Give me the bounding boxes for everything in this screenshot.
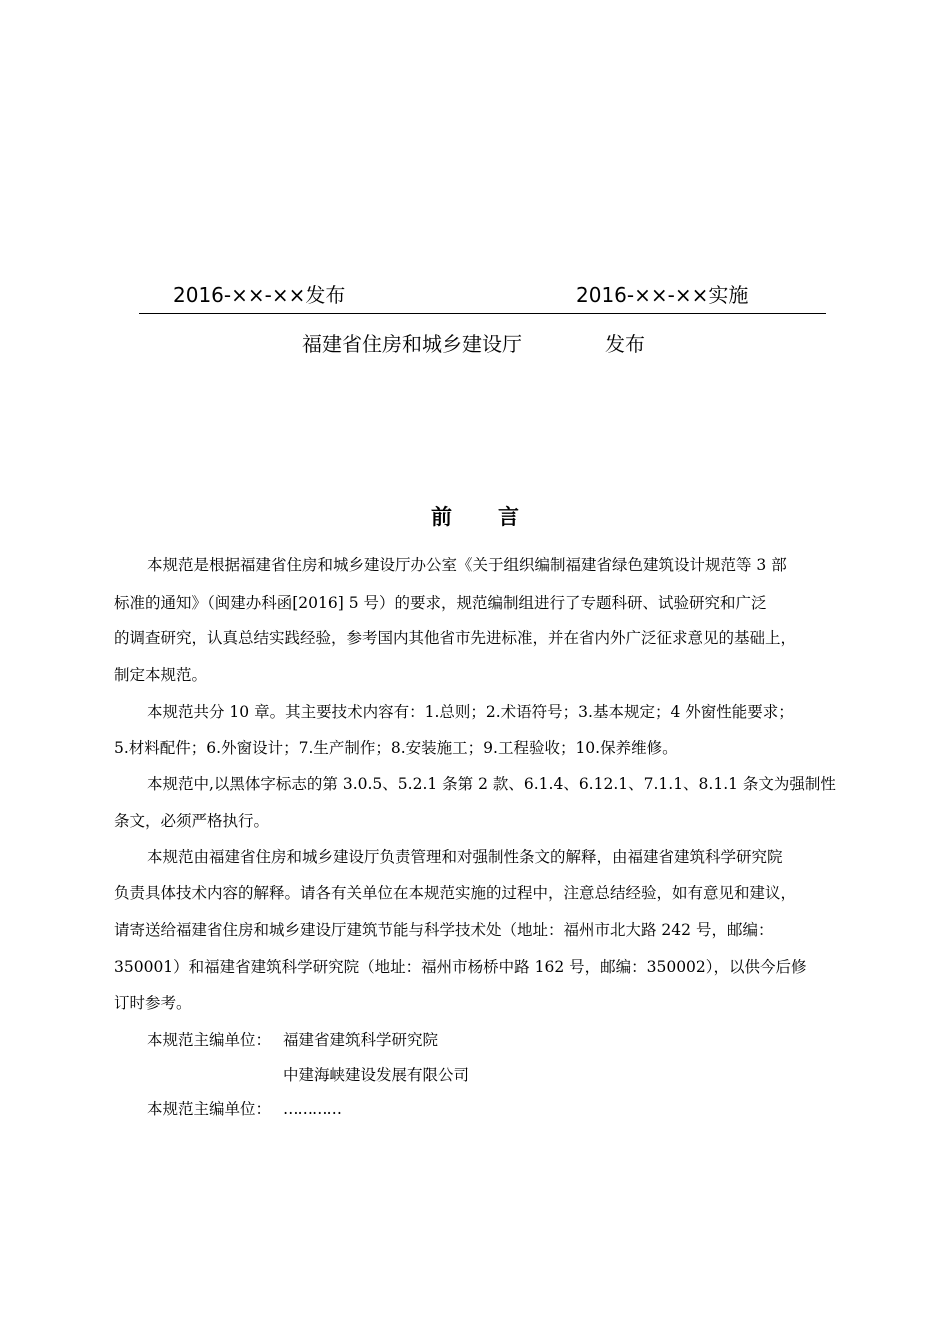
preface-line: 制定本规范。 xyxy=(114,666,208,684)
participant-value: ………… xyxy=(283,1100,341,1118)
preface-line: 5.材料配件；6.外窗设计；7.生产制作；8.安装施工；9.工程验收；10.保养维修。 xyxy=(114,739,678,757)
preface-line: 本规范是根据福建省住房和城乡建设厅办公室《关于组织编制福建省绿色建筑设计规范等 3 部 xyxy=(147,556,787,574)
publish-date: 2016-××-××发布 xyxy=(173,283,346,307)
effective-date: 2016-××-××实施 xyxy=(576,283,749,307)
preface-line: 的调查研究，认真总结实践经验，参考国内其他省市先进标准，并在省内外广泛征求意见的基础上， xyxy=(114,629,797,647)
preface-line: 350001）和福建省建筑科学研究院（地址：福州市杨桥中路 162 号，邮编：350002），以供今后修 xyxy=(114,958,807,976)
preface-line: 负责具体技术内容的解释。请各有关单位在本规范实施的过程中，注意总结经验，如有意见和建议， xyxy=(114,884,797,902)
issuer-action: 发布 xyxy=(605,332,645,356)
preface-line: 本规范中,以黑体字标志的第 3.0.5、5.2.1 条第 2 款、6.1.4、6.12.1、7.1.1、8.1.1 条文为强制性 xyxy=(147,775,836,793)
preface-line: 标准的通知》（闽建办科函[2016] 5 号）的要求，规范编制组进行了专题科研、试验研究和广泛 xyxy=(114,594,767,612)
chief-editor-1: 福建省建筑科学研究院 xyxy=(283,1031,439,1049)
preface-line: 本规范共分 10 章。其主要技术内容有：1.总则；2.术语符号；3.基本规定；4 外窗性能要求； xyxy=(147,703,794,721)
issuer-name: 福建省住房和城乡建设厅 xyxy=(302,332,522,356)
chief-editor-label: 本规范主编单位： xyxy=(147,1031,272,1049)
participant-label: 本规范主编单位： xyxy=(147,1100,272,1118)
preface-title xyxy=(0,503,950,531)
header-divider xyxy=(139,313,826,314)
preface-title-left: 前 xyxy=(431,505,452,529)
preface-line: 本规范由福建省住房和城乡建设厅负责管理和对强制性条文的解释，由福建省建筑科学研究院 xyxy=(147,848,783,866)
preface-title-right: 言 xyxy=(498,505,519,529)
preface-line: 请寄送给福建省住房和城乡建设厅建筑节能与科学技术处（地址：福州市北大路 242 号，邮编： xyxy=(114,921,774,939)
preface-line: 订时参考。 xyxy=(114,994,192,1012)
chief-editor-2: 中建海峡建设发展有限公司 xyxy=(283,1066,470,1084)
preface-line: 条文，必须严格执行。 xyxy=(114,812,270,830)
